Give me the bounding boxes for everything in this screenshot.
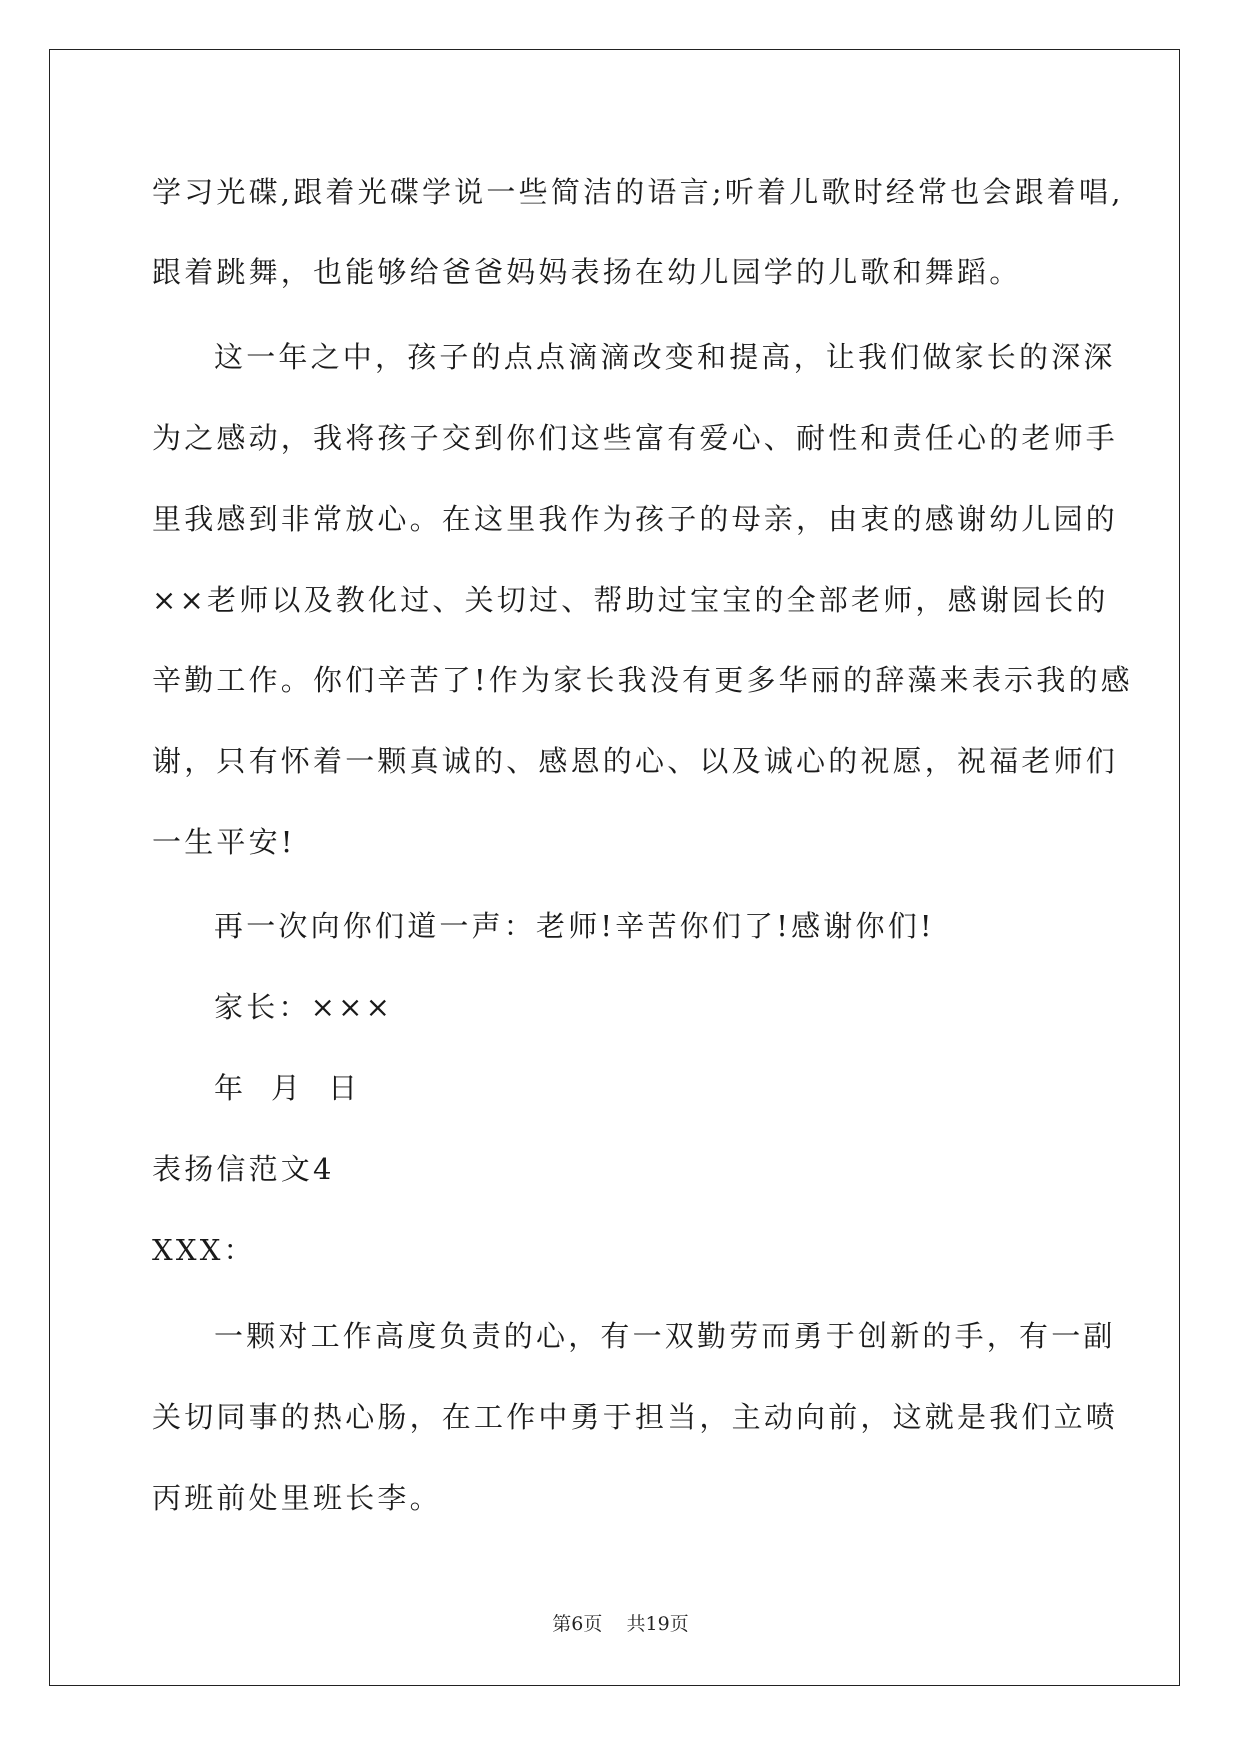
page-border bbox=[49, 49, 1180, 1686]
section-title: 表扬信范文4 bbox=[152, 1152, 335, 1186]
text-line: 关切同事的热心肠，在工作中勇于担当，主动向前，这就是我们立喷 bbox=[152, 1400, 1119, 1434]
text-line: 再一次向你们道一声：老师!辛苦你们了!感谢你们! bbox=[214, 909, 935, 943]
text-line: 一颗对工作高度负责的心，有一双勤劳而勇于创新的手，有一副 bbox=[214, 1319, 1116, 1353]
text-line: 一生平安! bbox=[152, 825, 296, 859]
signature-line: 家长：××× bbox=[214, 990, 394, 1024]
salutation: XXX： bbox=[152, 1233, 256, 1267]
text-line: ××老师以及教化过、关切过、帮助过宝宝的全部老师，感谢园长的 bbox=[152, 583, 1109, 617]
text-line: 谢，只有怀着一颗真诚的、感恩的心、以及诚心的祝愿，祝福老师们 bbox=[152, 744, 1119, 778]
text-line: 这一年之中，孩子的点点滴滴改变和提高，让我们做家长的深深 bbox=[214, 340, 1116, 374]
page-number: 第6页 共19页 bbox=[552, 1613, 689, 1635]
text-line: 跟着跳舞，也能够给爸爸妈妈表扬在幼儿园学的儿歌和舞蹈。 bbox=[152, 255, 1022, 289]
text-line: 学习光碟,跟着光碟学说一些简洁的语言;听着儿歌时经常也会跟着唱, bbox=[152, 175, 1124, 209]
text-line: 为之感动，我将孩子交到你们这些富有爱心、耐性和责任心的老师手 bbox=[152, 421, 1119, 455]
text-line: 里我感到非常放心。在这里我作为孩子的母亲，由衷的感谢幼儿园的 bbox=[152, 502, 1119, 536]
page-footer bbox=[0, 1612, 1241, 1636]
text-line: 辛勤工作。你们辛苦了!作为家长我没有更多华丽的辞藻来表示我的感 bbox=[152, 663, 1133, 697]
text-line: 丙班前处里班长李。 bbox=[152, 1481, 442, 1515]
date-line: 年 月 日 bbox=[214, 1071, 361, 1105]
